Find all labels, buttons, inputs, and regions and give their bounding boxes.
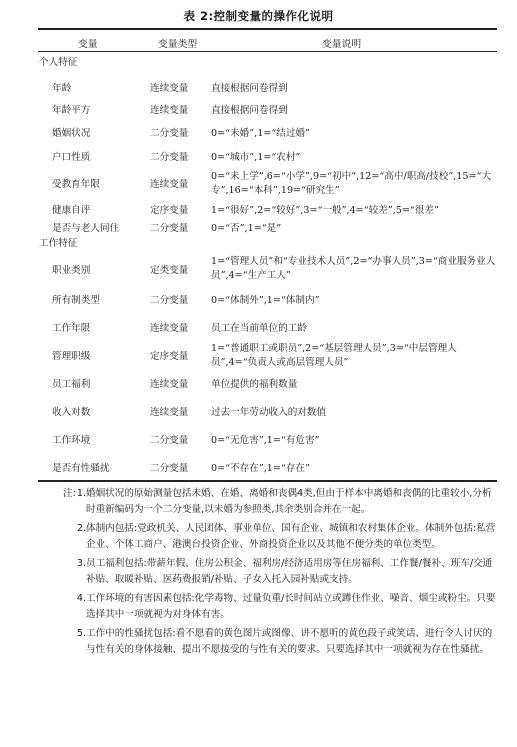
- row-hukou-desc: 0=“城市”,1=“农村”: [211, 152, 301, 163]
- row-age-squared-desc: 直接根据问卷得到: [211, 105, 288, 116]
- note-item: [56, 556, 500, 587]
- row-marital-desc: 0=“未婚”,1=“结过婚”: [211, 128, 310, 139]
- row-age-desc: 直接根据问卷得到: [211, 83, 288, 94]
- row-harassment-name: 是否有性骚扰: [52, 463, 110, 474]
- notes-prefix: 注:: [63, 488, 76, 499]
- row-coresidence-desc: 0=“否”,1=“是”: [211, 223, 282, 234]
- row-occupation-name: 职业类别: [52, 265, 91, 276]
- note-text: 婚姻状况的原始测量包括未婚、在婚、离婚和丧偶4类,但由于样本中离婚和丧偶的比重较小,分析时重新编码为一个二分变量,以未婚为参照类,其余类别合并在一起。: [86, 488, 492, 515]
- row-harassment-type: 二分变量: [150, 463, 189, 474]
- row-coresidence-type: 二分变量: [150, 223, 189, 234]
- row-age-squared-type: 连续变量: [150, 105, 189, 116]
- note-text: 体制内包括:党政机关、人民团体、事业单位、国有企业、城镇和农村集体企业。体制外包括:私营企业、个体工商户、港澳台投资企业、外商投资企业以及其他不便分类的单位类型。: [86, 523, 496, 550]
- bottom-rule: [38, 480, 497, 482]
- note-text: 工作中的性骚扰包括:看不愿看的黄色图片或图像、讲不愿听的黄色段子或笑话、进行令人讨厌的与性有关的身体接触、提出不愿接受的与性有关的要求。只要选择其中一项就视为存在性骚扰。: [86, 628, 493, 655]
- row-age-name: 年龄: [52, 83, 72, 94]
- header-description: 变量说明: [322, 39, 362, 50]
- header-type: 变量类型: [158, 39, 198, 50]
- row-hukou-name: 户口性质: [52, 152, 91, 163]
- row-marital-name: 婚姻状况: [52, 128, 91, 139]
- note-item: [56, 626, 500, 657]
- row-ownership-desc: 0=“体制外”,1=“体制内”: [211, 295, 320, 306]
- note-item: [56, 591, 500, 622]
- row-income-type: 连续变量: [150, 407, 189, 418]
- row-education-type: 连续变量: [150, 179, 189, 190]
- row-health-type: 定序变量: [150, 205, 189, 216]
- row-age-type: 连续变量: [150, 83, 189, 94]
- row-income-name: 收入对数: [52, 407, 91, 418]
- section-label-work: 工作特征: [39, 238, 78, 249]
- row-environment-name: 工作环境: [52, 435, 91, 446]
- row-harassment-desc: 0=“不存在”,1=“存在”: [211, 463, 310, 474]
- row-welfare-type: 连续变量: [150, 379, 189, 390]
- row-education-desc: 0=“未上学”,6=“小学”,9=“初中”,12=“高中/职高/技校”,15=“大专”,16=“本科”,19=“研究生”: [211, 171, 492, 196]
- row-welfare-name: 员工福利: [52, 379, 91, 390]
- row-marital-type: 二分变量: [150, 128, 189, 139]
- row-hukou-type: 二分变量: [150, 152, 189, 163]
- note-number: 3.: [76, 558, 86, 569]
- note-number: 4.: [76, 593, 86, 604]
- row-coresidence-name: 是否与老人同住: [52, 223, 120, 234]
- note-number: 5.: [76, 628, 86, 639]
- row-rank-desc: 1=“普通职工或职员”,2=“基层管理人员”,3=“中层管理人员”,4=“负责人或高层管理人员”: [211, 343, 457, 368]
- row-rank-name: 管理职级: [52, 351, 91, 362]
- row-environment-type: 二分变量: [150, 435, 189, 446]
- section-label-personal: 个人特征: [39, 57, 78, 68]
- note-number: 2.: [76, 523, 86, 534]
- note-text: 工作环境的有害因素包括:化学毒物、过量负重/长时间站立或蹲住作业、噪音、烟尘或粉尘。只要选择其中一项就视为对身体有害。: [86, 593, 496, 620]
- row-health-desc: 1=“很好”,2=“较好”,3=“一般”,4=“较差”,5=“很差”: [211, 205, 439, 216]
- note-text: 员工福利包括:带薪年假、住房公积金、福利房/经济适用房等住房福利、工作餐/餐补、班车/交通补贴、取暖补贴、医药费报销/补贴、子女入托入园补贴或支持。: [86, 558, 493, 585]
- row-ownership-name: 所有制类型: [52, 295, 100, 306]
- row-tenure-name: 工作年限: [52, 323, 91, 334]
- row-welfare-desc: 单位提供的福利数量: [211, 379, 298, 390]
- row-occupation-desc: 1=“管理人员”和“专业技术人员”,2=“办事人员”,3=“商业服务业人员”,4=“生产工人”: [211, 256, 496, 281]
- row-environment-desc: 0=“无危害”,1=“有危害”: [211, 435, 320, 446]
- row-rank-type: 定序变量: [150, 351, 189, 362]
- note-item: [56, 486, 500, 517]
- header-rule: [38, 51, 497, 52]
- row-occupation-type: 定类变量: [150, 265, 189, 276]
- row-tenure-type: 连续变量: [150, 323, 189, 334]
- row-income-desc: 过去一年劳动收入的对数值: [211, 407, 327, 418]
- table-notes: [56, 486, 500, 661]
- row-tenure-desc: 员工在当前单位的工龄: [211, 323, 307, 334]
- table-title: 表 2:控制变量的操作化说明: [183, 9, 334, 23]
- note-item: [56, 521, 500, 552]
- row-age-squared-name: 年龄平方: [52, 105, 91, 116]
- row-education-name: 受教育年限: [52, 179, 100, 190]
- header-variable: 变量: [78, 39, 98, 50]
- row-health-name: 健康自评: [52, 205, 91, 216]
- row-ownership-type: 二分变量: [150, 295, 189, 306]
- note-number: 1.: [76, 488, 86, 499]
- top-rule: [38, 28, 497, 30]
